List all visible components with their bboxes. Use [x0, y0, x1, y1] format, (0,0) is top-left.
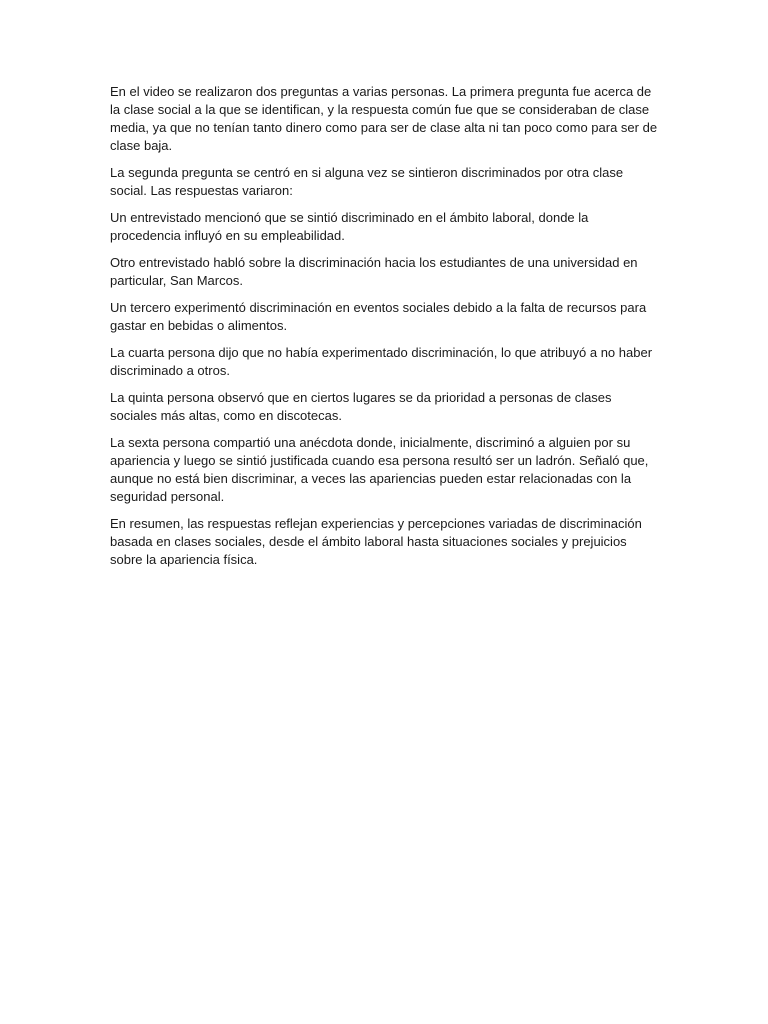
paragraph-interviewee-4: La cuarta persona dijo que no había experimentado discriminación, lo que atribuyó a no haber discriminado a otros.: [110, 345, 653, 378]
paragraph-intro: En el video se realizaron dos preguntas a varias personas. La primera pregunta fue acerca de la clase social a la que se identifican, y la respuesta común fue que se consideraban de clase media, ya que no tenían tanto dinero como para ser de clase alta ni tan poco como para ser de clase baja.: [110, 84, 658, 153]
paragraph-interviewee-1: Un entrevistado mencionó que se sintió discriminado en el ámbito laboral, donde la procedencia influyó en su empleabilidad.: [110, 210, 589, 243]
paragraph-second-question: La segunda pregunta se centró en si alguna vez se sintieron discriminados por otra clase social. Las respuestas variaron:: [110, 165, 624, 198]
document-body: [110, 83, 658, 578]
paragraph-interviewee-6: La sexta persona compartió una anécdota donde, inicialmente, discriminó a alguien por su apariencia y luego se sintió justificada cuando esa persona resultó ser un ladrón. Señaló que, aunque no está bien discriminar, a veces las apariencias pueden estar relacionadas con la seguridad personal.: [110, 435, 649, 504]
paragraph-summary: En resumen, las respuestas reflejan experiencias y percepciones variadas de discriminación basada en clases sociales, desde el ámbito laboral hasta situaciones sociales y prejuicios sobre la apariencia física.: [110, 516, 642, 567]
paragraph-interviewee-5: La quinta persona observó que en ciertos lugares se da prioridad a personas de clases sociales más altas, como en discotecas.: [110, 390, 612, 423]
paragraph-interviewee-3: Un tercero experimentó discriminación en eventos sociales debido a la falta de recursos para gastar en bebidas o alimentos.: [110, 300, 647, 333]
paragraph-interviewee-2: Otro entrevistado habló sobre la discriminación hacia los estudiantes de una universidad en particular, San Marcos.: [110, 255, 638, 288]
